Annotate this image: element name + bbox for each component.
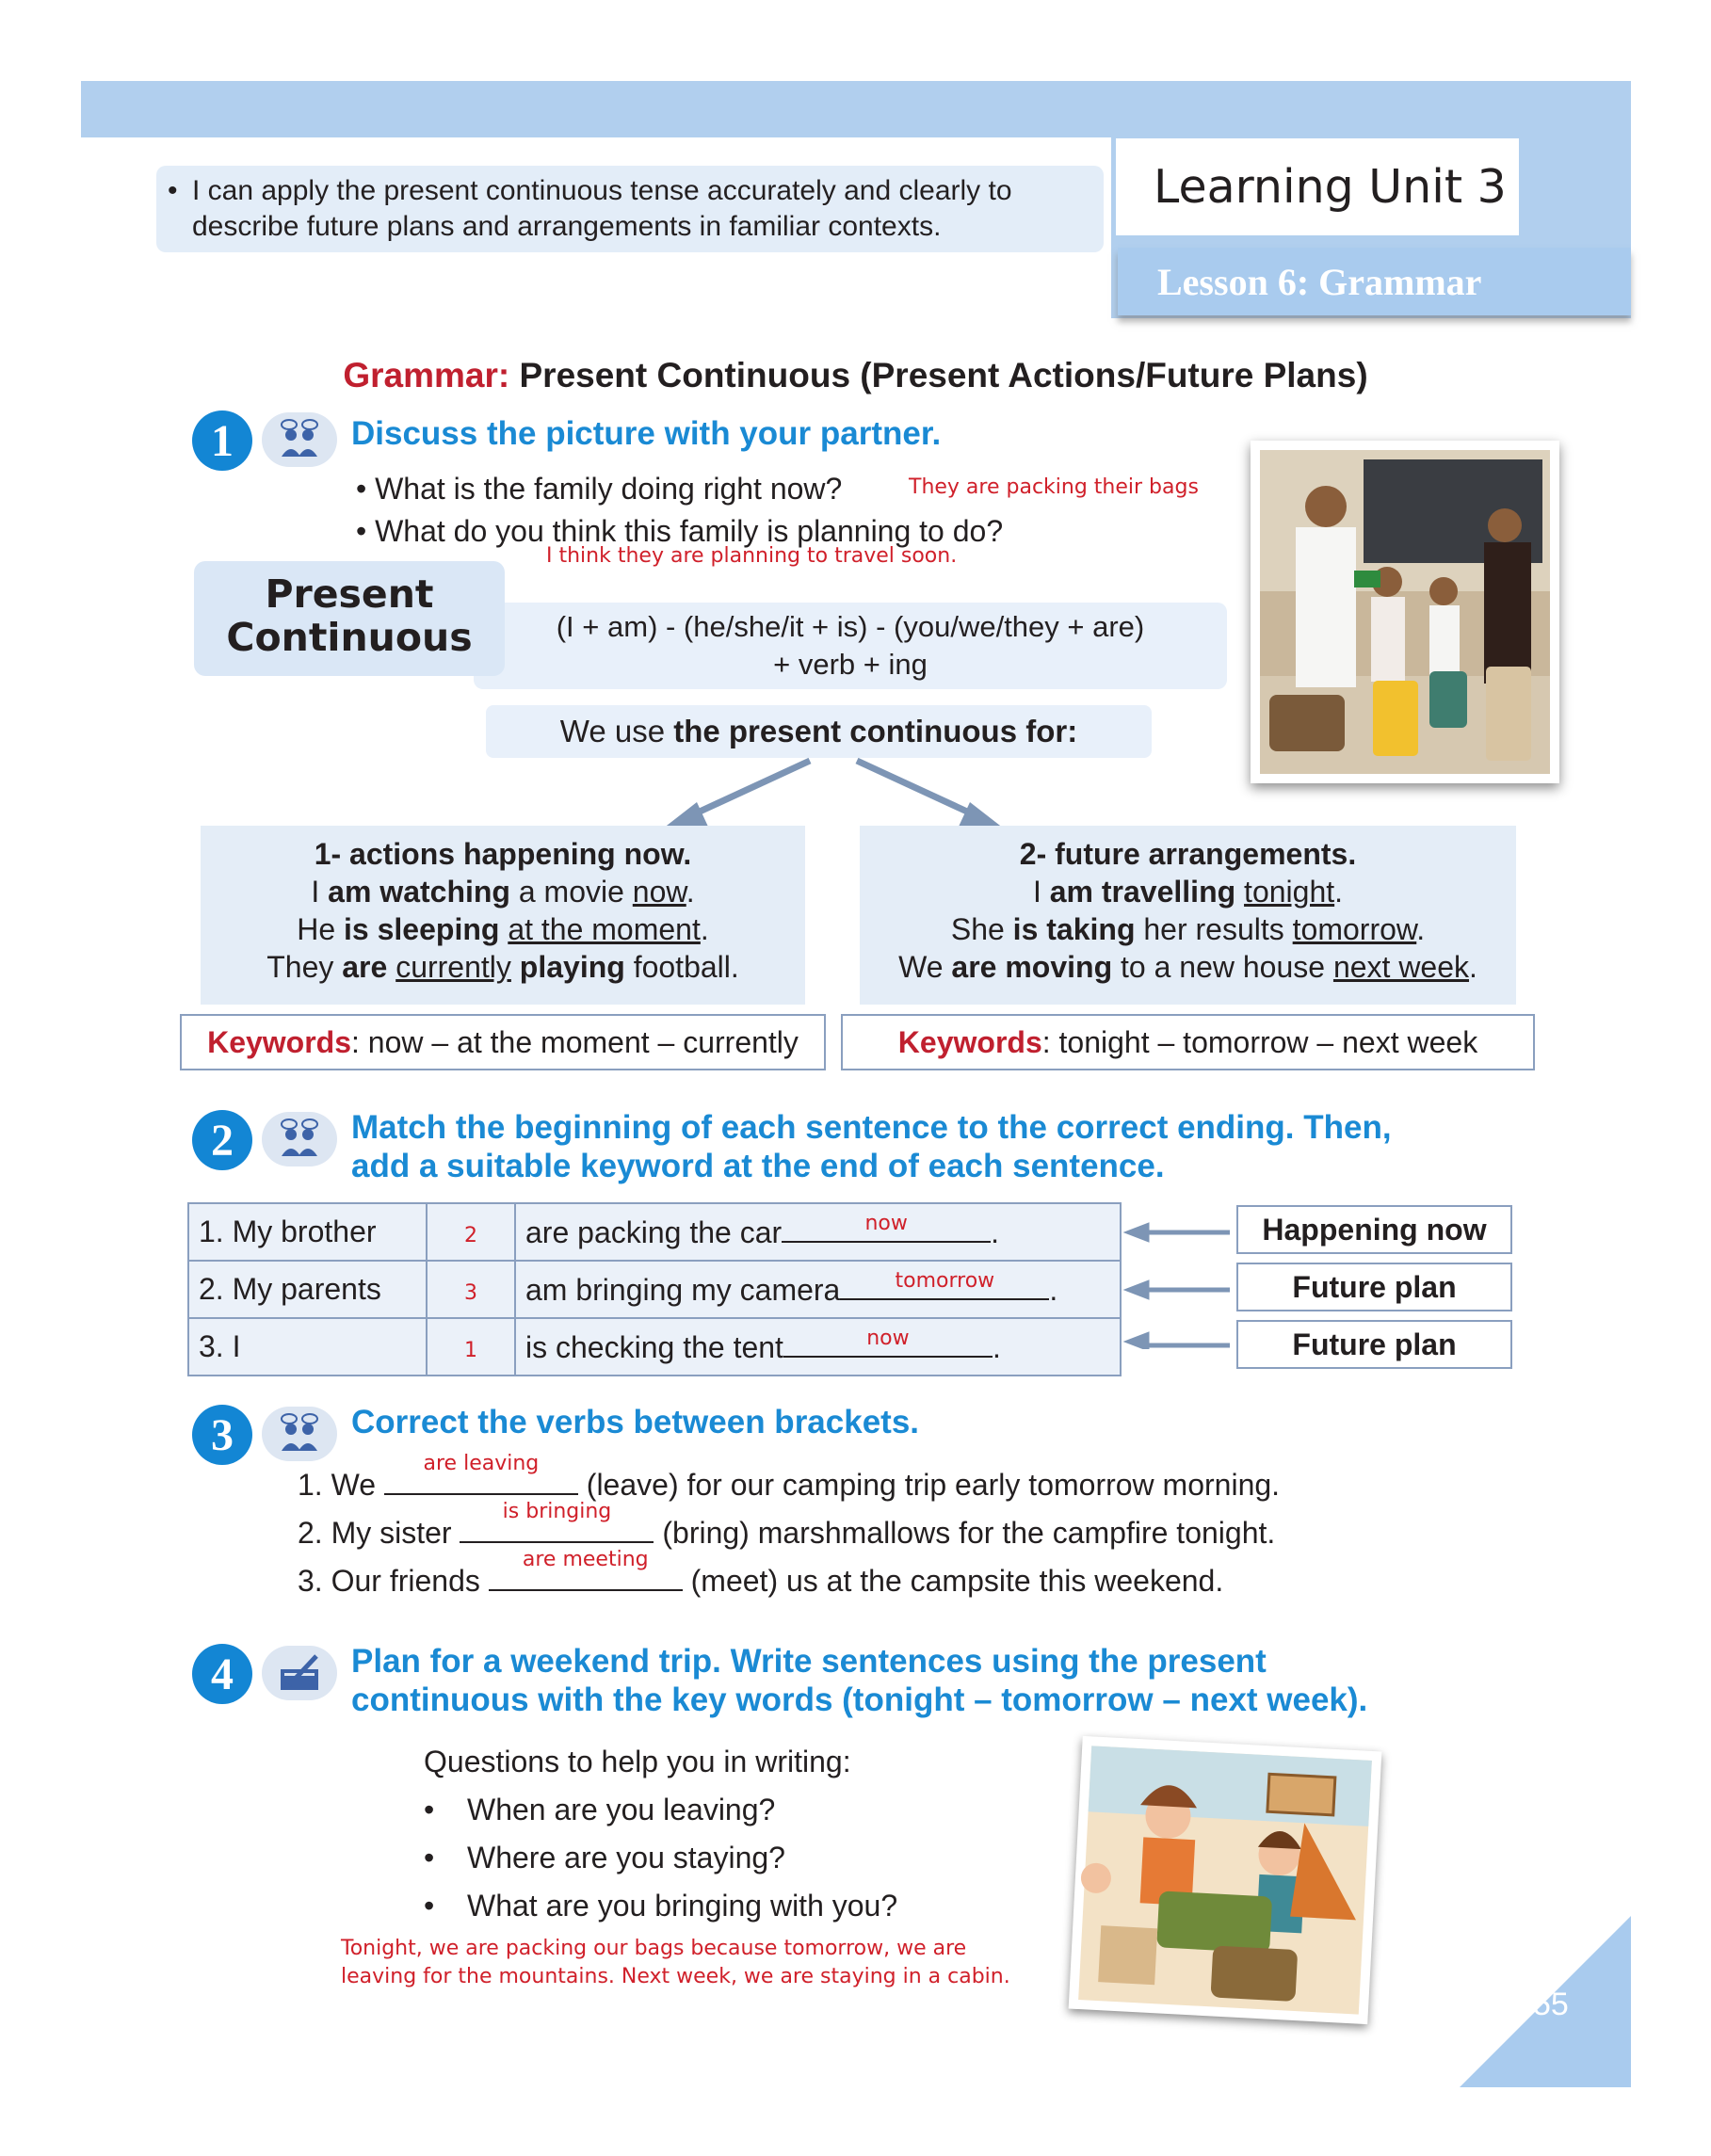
example-future-3: We are moving to a new house next week. [898, 950, 1477, 984]
page-number: 55 [1533, 1987, 1569, 2022]
list-item: 3. Our friends are meeting (meet) us at the campsite this weekend. [298, 1548, 1224, 1598]
table-row: 2. My parents 3 am bringing my camera tomorrow . [188, 1261, 1121, 1318]
list-item: • Where are you staying? [424, 1841, 785, 1874]
list-item: 1. We are leaving (leave) for our camping trip early tomorrow morning. [298, 1452, 1281, 1502]
usage-future-box: 2- future arrangements. I am travelling tonight. She is taking her results tomorrow. We are moving to a new house next week. [860, 826, 1516, 1005]
answer-2: I think they are planning to travel soon. [546, 544, 958, 568]
match-arrows-icon [1122, 1217, 1234, 1349]
match-answer[interactable]: 1 [464, 1339, 477, 1362]
example-now-1: I am watching a movie now. [311, 875, 695, 909]
exercise-2-number: 2 [192, 1110, 252, 1170]
present-continuous-label: Present Continuous [194, 561, 505, 676]
match-answer[interactable]: 2 [464, 1224, 477, 1247]
family-travel-photo [1251, 441, 1559, 783]
verb-blank[interactable]: are meeting [489, 1561, 683, 1591]
keywords-future: Keywords : tonight – tomorrow – next week [841, 1014, 1535, 1070]
exercise-1-instruction: Discuss the picture with your partner. [351, 415, 942, 452]
usage-now-box: 1- actions happening now. I am watching a movie now. He is sleeping at the moment. They are currently playing football. [201, 826, 805, 1005]
exercise-2-instruction: Match the beginning of each sentence to the correct ending. Then, add a suitable keyword at the end of each sentence. [351, 1109, 1392, 1184]
list-item: 2. My sister is bringing (bring) marshmallows for the campfire tonight. [298, 1500, 1276, 1550]
list-item: • When are you leaving? [424, 1793, 776, 1826]
header-band [81, 81, 1631, 137]
formula-line-1: (I + am) - (he/she/it + is) - (you/we/they + are) [556, 610, 1145, 643]
keyword-blank[interactable]: tomorrow [840, 1272, 1049, 1300]
matching-table [187, 1202, 1122, 1376]
unit-title: Learning Unit 3 [1116, 138, 1519, 235]
learning-objective [156, 166, 1104, 252]
label-happening-now: Happening now [1236, 1205, 1512, 1254]
verb-blank[interactable]: are leaving [384, 1465, 578, 1495]
example-future-2: She is taking her results tomorrow. [950, 912, 1426, 946]
exercise-4-number: 4 [192, 1644, 252, 1704]
exercise-3-instruction: Correct the verbs between brackets. [351, 1404, 920, 1440]
speaking-pair-icon [262, 412, 337, 467]
usage-intro: We use the present continuous for: [486, 705, 1152, 758]
split-arrows-icon [650, 753, 1017, 833]
grammar-title: Present Continuous (Present Actions/Future Plans) [519, 356, 1368, 394]
speaking-pair-icon [262, 1407, 337, 1461]
keywords-now: Keywords : now – at the moment – currently [180, 1014, 826, 1070]
question-2: • What do you think this family is planning to do? [356, 514, 1004, 548]
writing-icon [262, 1646, 337, 1700]
packing-illustration [1069, 1736, 1382, 2024]
formula-line-2: + verb + ing [773, 648, 928, 681]
exercise-3-list [298, 1452, 1281, 1605]
speaking-pair-icon [262, 1112, 337, 1166]
answer-1: They are packing their bags [909, 475, 1199, 499]
exercise-1-number: 1 [192, 410, 252, 471]
example-future-1: I am travelling tonight. [1032, 875, 1344, 909]
keyword-blank[interactable]: now [782, 1215, 991, 1243]
question-1: • What is the family doing right now? [356, 472, 843, 506]
label-future-plan: Future plan [1236, 1320, 1512, 1369]
objective-text: I can apply the present continuous tense accurately and clearly to describe future plans and arrangements in familiar contexts. [192, 175, 1012, 242]
exercise-3-number: 3 [192, 1405, 252, 1465]
exercise-1-questions [356, 468, 1003, 553]
label-future-plan: Future plan [1236, 1263, 1512, 1311]
match-answer[interactable]: 3 [464, 1281, 477, 1305]
grammar-heading [0, 356, 1711, 395]
lesson-title: Lesson 6: Grammar [1118, 248, 1631, 315]
writing-prompts: Questions to help you in writing: • When are you leaving? • Where are you staying? • What are you bringing with you? [424, 1738, 897, 1930]
table-row: 1. My brother 2 are packing the car now . [188, 1203, 1121, 1261]
writing-answer: Tonight, we are packing our bags because tomorrow, we are leaving for the mountains. Next week, we are staying in a cabin. [341, 1937, 1010, 1988]
keyword-blank[interactable]: now [783, 1329, 993, 1358]
grammar-label: Grammar: [343, 356, 510, 394]
example-now-2: He is sleeping at the moment. [297, 912, 709, 946]
exercise-4-instruction: Plan for a weekend trip. Write sentences using the present continuous with the key words (tonight – tomorrow – next week). [351, 1643, 1368, 1718]
example-now-3: They are currently playing football. [266, 950, 739, 984]
table-row: 3. I 1 is checking the tent now . [188, 1318, 1121, 1376]
formula-box [474, 603, 1227, 689]
list-item: • What are you bringing with you? [424, 1889, 898, 1923]
verb-blank[interactable]: is bringing [460, 1513, 654, 1543]
bullet-icon: • [168, 175, 178, 206]
